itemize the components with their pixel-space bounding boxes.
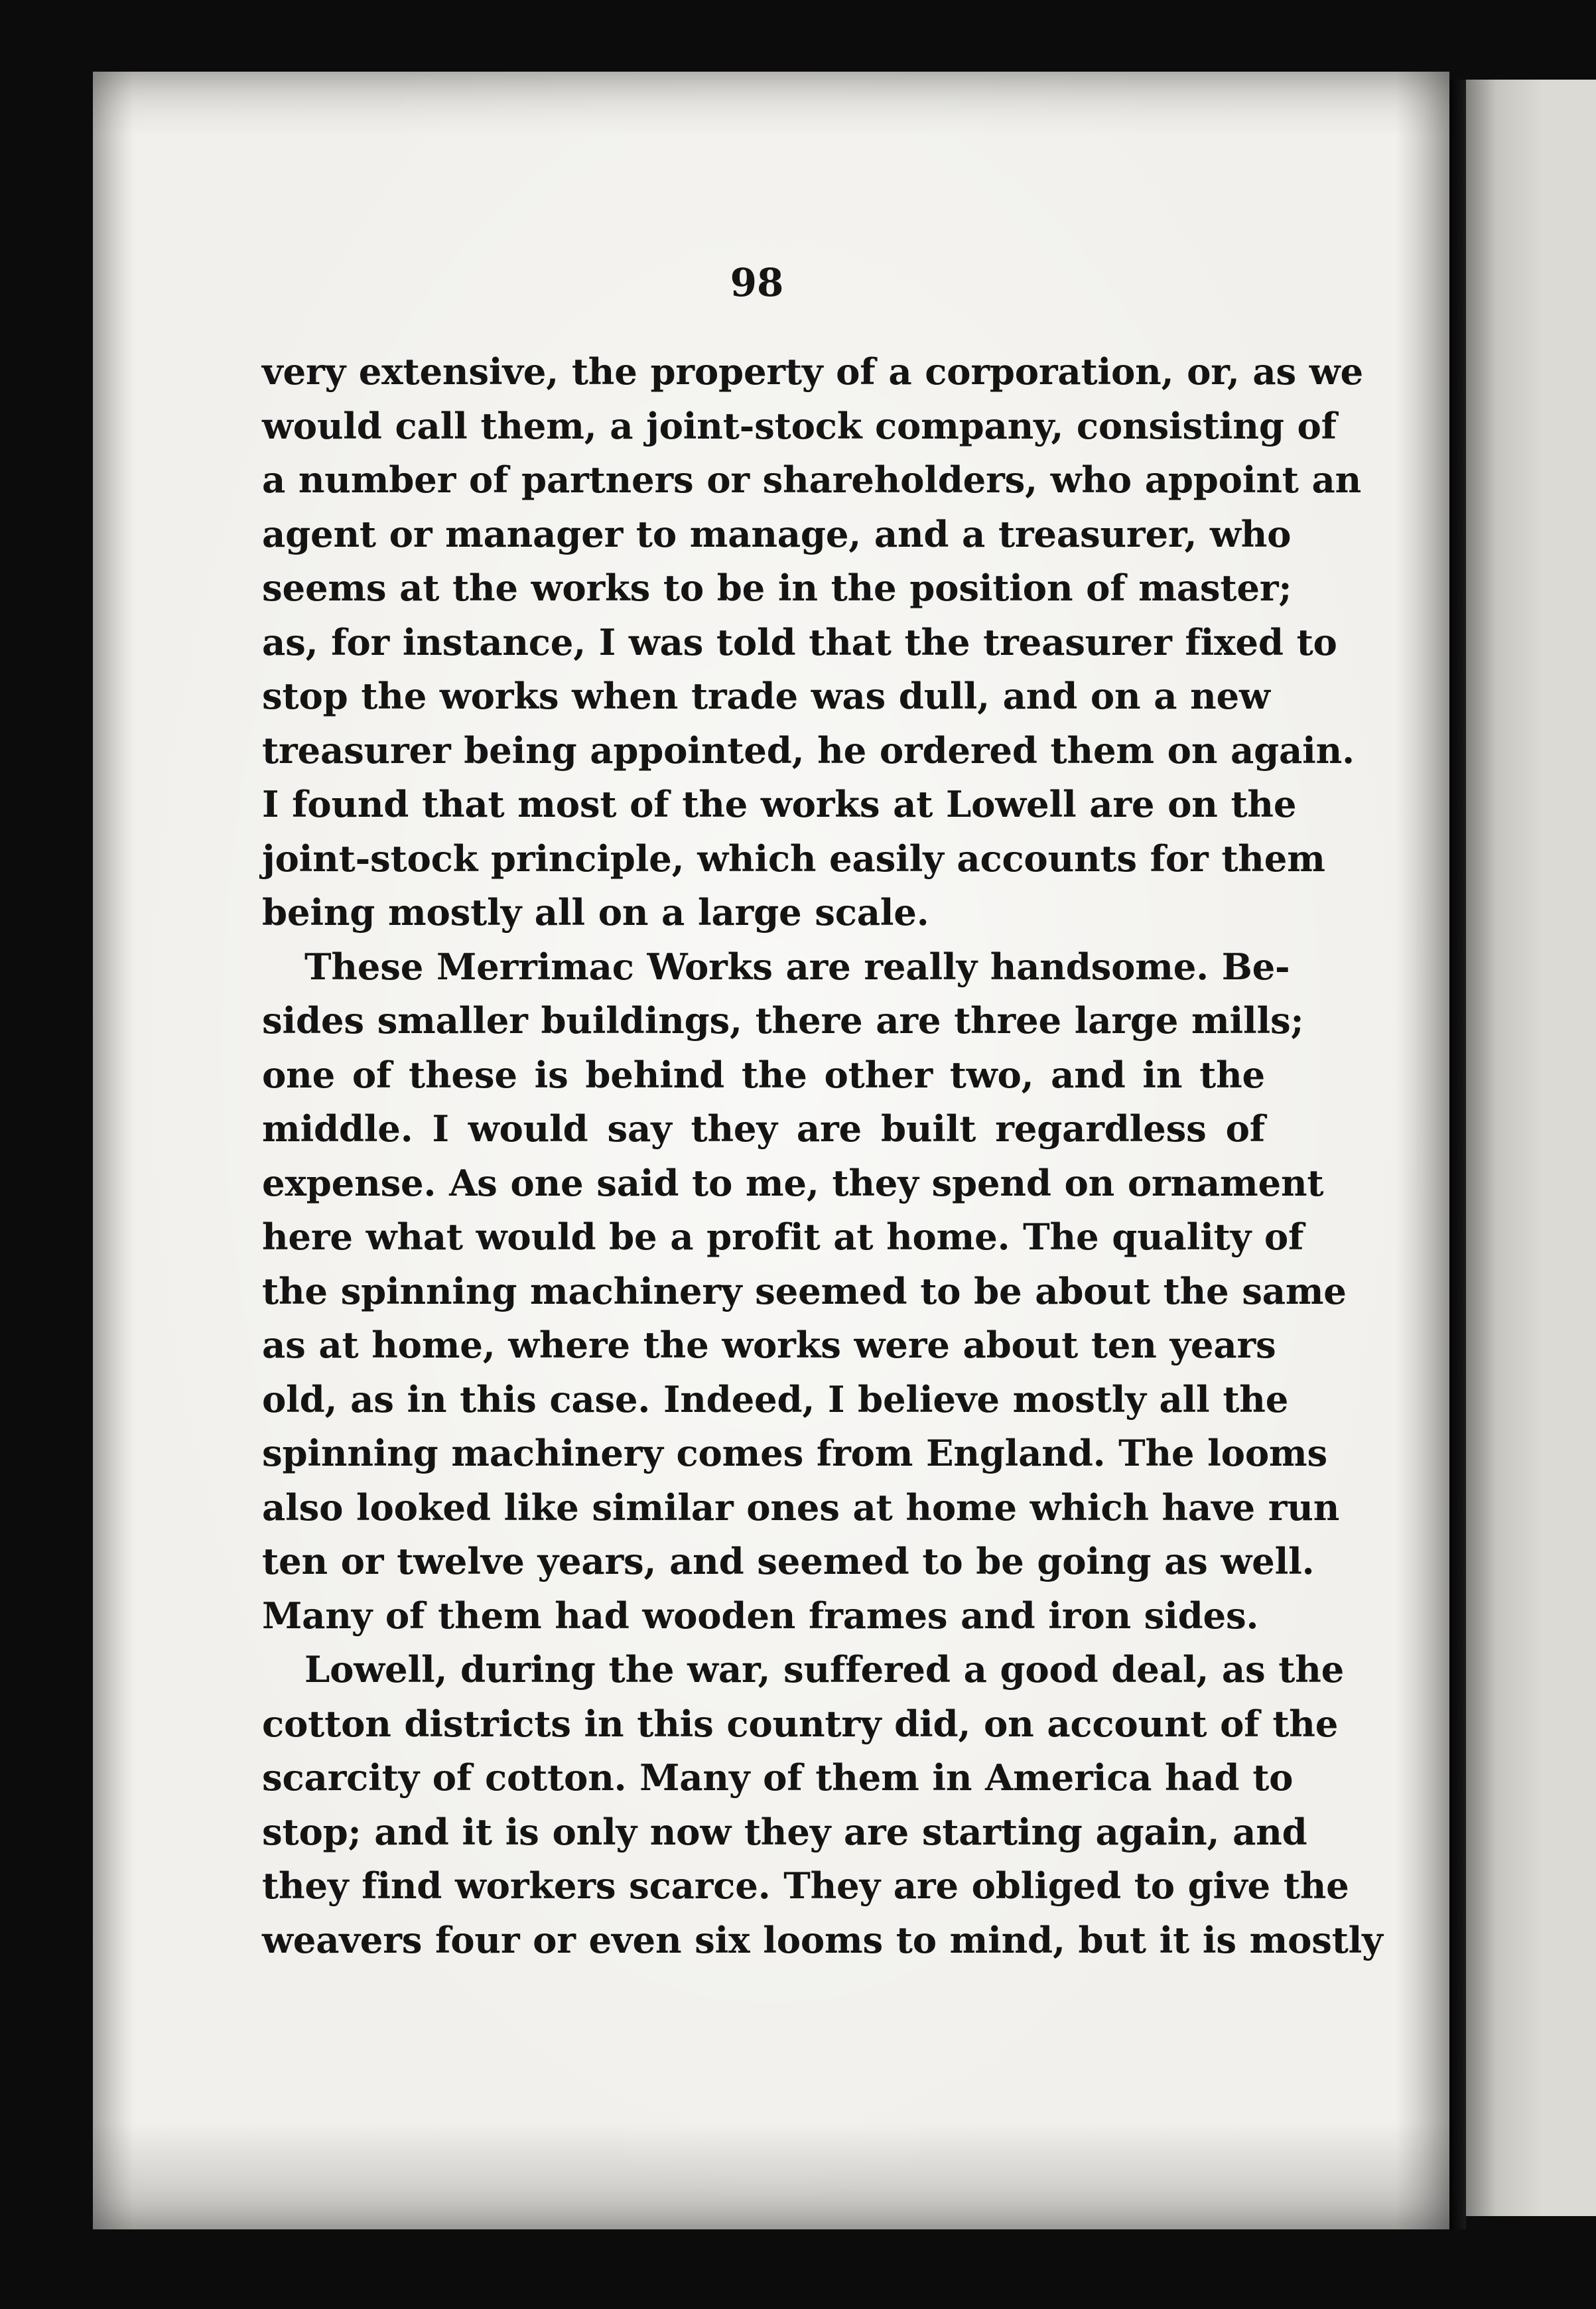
text-line: the spinning machinery seemed to be about the same xyxy=(262,1269,1347,1312)
text-line: Many of them had wooden frames and iron sides. xyxy=(262,1594,1259,1637)
text-line: sides smaller buildings, there are three large mills; xyxy=(262,999,1304,1042)
text-line: weavers four or even six looms to mind, but it is mostly xyxy=(262,1918,1383,1961)
text-line: expense. As one said to me, they spend on ornament xyxy=(262,1161,1324,1204)
page-number: 98 xyxy=(730,260,784,305)
text-line: would call them, a joint-stock company, consisting of xyxy=(262,404,1337,447)
text-line: one of these is behind the other two, and in the xyxy=(262,1053,1265,1096)
text-line: Lowell, during the war, suffered a good deal, as the xyxy=(304,1648,1345,1691)
text-line: seems at the works to be in the position of master; xyxy=(262,567,1292,609)
text-line: cotton districts in this country did, on account of the xyxy=(262,1702,1339,1745)
text-line: they find workers scarce. They are obliged to give the xyxy=(262,1864,1349,1907)
text-line: as at home, where the works were about ten years xyxy=(262,1324,1276,1366)
text-line: ten or twelve years, and seemed to be going as well. xyxy=(262,1540,1315,1582)
text-line: I found that most of the works at Lowell are on the xyxy=(262,783,1297,825)
text-line: stop; and it is only now they are starting again, and xyxy=(262,1810,1307,1853)
adjacent-page-edge xyxy=(1463,80,1596,2216)
text-line: scarcity of cotton. Many of them in America had to xyxy=(262,1756,1294,1799)
text-line: agent or manager to manage, and a treasurer, who xyxy=(262,512,1292,555)
text-line: very extensive, the property of a corporation, or, as we xyxy=(262,350,1363,393)
text-line: treasurer being appointed, he ordered them on again. xyxy=(262,729,1355,772)
body-text xyxy=(262,345,1383,1967)
text-line: being mostly all on a large scale. xyxy=(262,891,929,934)
text-line: joint-stock principle, which easily accounts for them xyxy=(262,837,1325,880)
text-line: stop the works when trade was dull, and on a new xyxy=(262,675,1270,717)
text-line: These Merrimac Works are really handsome. Be- xyxy=(304,945,1290,988)
text-line: here what would be a profit at home. The quality of xyxy=(262,1216,1304,1258)
text-line: a number of partners or shareholders, who appoint an xyxy=(262,458,1362,501)
text-line: also looked like similar ones at home which have run xyxy=(262,1486,1340,1529)
text-line: as, for instance, I was told that the treasurer fixed to xyxy=(262,620,1337,664)
text-line: spinning machinery comes from England. The looms xyxy=(262,1432,1327,1474)
text-line: old, as in this case. Indeed, I believe mostly all the xyxy=(262,1377,1289,1421)
text-line: middle. I would say they are built regardless of xyxy=(262,1107,1265,1150)
